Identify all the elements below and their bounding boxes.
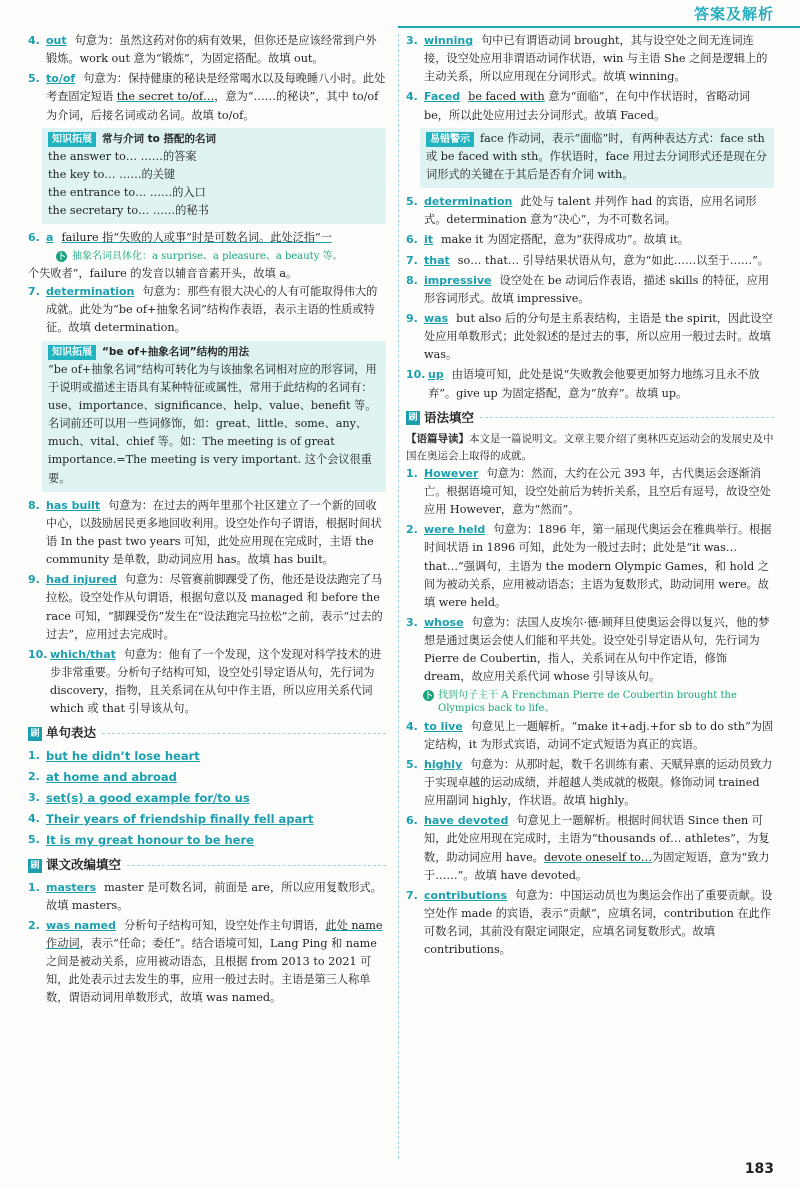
underlined-phrase: be faced with xyxy=(468,90,545,104)
item-number: 2. xyxy=(28,769,40,783)
item-number: 4. xyxy=(406,90,418,104)
explanation: 句意为：那些有很大决心的人有可能取得伟大的成就。此处为“be of+抽象名词”结构作表语，表示主语的性质或特征。故填 determination。 xyxy=(46,285,378,335)
section-icon: 刷 xyxy=(406,411,420,425)
answer-item xyxy=(406,88,774,124)
answer-item xyxy=(28,879,386,915)
phrase-answer: set(s) a good example for/to us xyxy=(46,790,250,805)
answer-item xyxy=(406,718,774,754)
section-title: 语法填空 xyxy=(424,409,475,425)
header-title: 答案及解析 xyxy=(693,5,774,23)
answer-text: determination xyxy=(46,285,135,299)
passage-intro xyxy=(406,431,774,465)
answer-text: had injured xyxy=(46,573,117,587)
box-tag: 易错警示 xyxy=(426,132,474,147)
phrase-item xyxy=(28,789,386,808)
section-rule xyxy=(480,417,774,418)
box-line: the answer to… ……的答案 xyxy=(48,149,197,163)
explanation: 句意为：从那时起，数千名训练有素、天赋异禀的运动员致力于实现卓越的运动成绩，并超越人类成就的极限。修饰动词 trained 应用副词 highly，作状语。故填 highly。 xyxy=(424,757,773,808)
explanation: 句意见上一题解析。根据时间状语 Since then 可知，此处应用现在完成时，主语为“thousands of… athletes”，为复数，助动词应用 have。 xyxy=(424,814,770,864)
column-divider xyxy=(398,34,399,1159)
phrase-answer: Their years of friendship finally fell apart xyxy=(46,812,314,827)
item-number: 6. xyxy=(406,814,418,828)
answer-text: to/of xyxy=(46,72,76,86)
answer-item xyxy=(28,497,386,570)
left-column xyxy=(28,32,386,1010)
answer-text: whose xyxy=(424,616,464,630)
phrase-answer: but he didn’t lose heart xyxy=(46,748,200,763)
explanation: 句意为：在过去的两年里那个社区建立了一个新的回收中心，以鼓励居民更多地回收利用。设空处作句子谓语，根据时间状语 In the past two years 可知，此处应用现在完成时，主语 the community 是单数，助动词应用 has。故填 has built。 xyxy=(46,498,382,567)
item-number: 4. xyxy=(28,812,40,826)
item-number: 5. xyxy=(406,195,418,209)
phrase-item xyxy=(28,831,386,850)
explanation: 分析句子结构可知，设空处作主句谓语， xyxy=(124,918,326,932)
section-rule xyxy=(102,733,386,734)
answer-text: was named xyxy=(46,918,117,932)
explanation: failure 指“失败的人或事”时是可数名词。此处泛指“一 xyxy=(61,231,332,245)
explanation: 由语境可知，此处是说“失败教会他要更加努力地练习且永不放弃”。give up 为固定搭配，意为“放弃”。故填 up。 xyxy=(428,368,760,400)
answer-text: Faced xyxy=(424,90,461,104)
item-number: 3. xyxy=(406,34,418,47)
explanation: 句意为：中国运动员也为奥运会作出了重要贡献。设空处作 made 的宾语，表示“贡献”，应填名词，contribution 在此作可数名词，其前没有限定词限定，应填名词复数形式。故填 contributions。 xyxy=(424,888,773,957)
item-number: 7. xyxy=(28,285,40,299)
intro-label: 【语篇导读】 xyxy=(406,432,469,445)
answer-item xyxy=(406,272,774,308)
explanation: 设空处在 be 动词后作表语，描述 skills 的特征，应用形容词形式。故填 impressive。 xyxy=(424,273,770,305)
explanation: master 是可数名词，前面是 are，所以应用复数形式。故填 masters。 xyxy=(46,880,382,912)
warning-box xyxy=(420,128,774,188)
explanation: 句意为：法国人皮埃尔·德·顾拜旦使奥运会得以复兴，他的梦想是通过奥运会使人们能和平共处。设空处引导定语从句，先行词为 Pierre de Coubertin，指人，关系词在从句中作定语，修饰 dream，故应用关系代词 whose 引导该从句。 xyxy=(424,616,770,684)
answer-item xyxy=(406,614,774,687)
item-number: 6. xyxy=(406,233,418,247)
knowledge-box xyxy=(42,128,386,225)
phrase-answer: at home and abroad xyxy=(46,769,177,784)
answer-text: it xyxy=(424,233,434,247)
phrase-item xyxy=(28,747,386,766)
section-icon: 刷 xyxy=(28,859,42,873)
intro-text: 本文是一篇说明文。文章主要介绍了奥林匹克运动会的发展史及中国在奥运会上取得的成就。 xyxy=(406,432,774,462)
right-column xyxy=(406,32,774,961)
box-tag: 知识拓展 xyxy=(48,132,96,147)
section-title: 单句表达 xyxy=(46,725,97,741)
item-number: 10. xyxy=(28,647,48,661)
item-number: 3. xyxy=(28,790,40,804)
answer-item xyxy=(28,646,386,719)
item-number: 3. xyxy=(406,616,418,630)
answer-text: out xyxy=(46,34,67,47)
explanation: 句意为：保持健康的秘诀是经常喝水以及每晚睡八小时。此处考查固定短语 xyxy=(46,72,386,104)
explanation: 句意为：他有了一个发现，这个发现对科学技术的进步非常重要。分析句子结构可知，设空处引导定语从句，先行词为 discovery，指物，且关系词在从句中作主语，所以应用关系代词 which 或 that 引导该从句。 xyxy=(50,647,382,716)
answer-text: determination xyxy=(424,195,513,209)
answer-text: contributions xyxy=(424,888,508,902)
underlined-phrase: devote oneself to… xyxy=(543,850,653,864)
answer-item xyxy=(28,917,386,1008)
answer-item xyxy=(28,571,386,644)
item-number: 8. xyxy=(28,498,40,512)
page-number: 183 xyxy=(744,1161,774,1178)
box-text: face 作动词，表示“面临”时，有两种表达方式：face sth 或 be faced with sth。作状语时，face 用过去分词形式还是现在分词形式的关键在于其后是否有介词 with。 xyxy=(426,131,767,181)
explanation: ，表示“任命；委任”。结合语境可知，Lang Ping 和 name 之间是被动关系，应用被动语态，且根据 from 2013 to 2021 可知，此处表示过去发生的事，应用一般过去时。主语是第三人称单数，谓语动词用单数形式，故填 was named。 xyxy=(46,937,377,1005)
answer-text: impressive xyxy=(424,273,492,287)
item-number: 2. xyxy=(406,523,418,537)
underlined-phrase: the secret to/of… xyxy=(116,90,215,104)
explanation: 句意为：1896 年，第一届现代奥运会在雅典举行。根据时间状语 in 1896 可知，此处为一般过去时；此处是“it was… that…”强调句，主语为 the modern Olympic Games，和 hold 之间为被动关系，应用被动语态；主语为复数形式，助动词用 were。故填 were held。 xyxy=(424,523,772,609)
item-number: 4. xyxy=(28,34,40,47)
section-rule xyxy=(127,865,386,866)
item-number: 1. xyxy=(28,748,40,762)
explanation: 此处与 talent 并列作 had 的宾语，应用名词形式。determination 意为“决心”，为不可数名词。 xyxy=(424,195,757,227)
answer-item xyxy=(28,229,386,247)
answer-item xyxy=(406,231,774,249)
item-number: 8. xyxy=(406,273,418,287)
item-number: 7. xyxy=(406,888,418,902)
section-heading-text xyxy=(28,855,386,875)
answer-item xyxy=(406,465,774,519)
explanation: 个失败者”，failure 的发音以辅音音素开头，故填 a。 xyxy=(28,267,298,281)
explanation: 句意为：尽管赛前脚踝受了伤，他还是设法跑完了马拉松。设空处作从句谓语，根据句意以及 managed 和 before the race 可知，“脚踝受伤”发生在“设法跑完马拉松”之前，表示“过去的过去”，应用过去完成时。 xyxy=(46,573,383,641)
box-line: the key to… ……的关键 xyxy=(48,167,176,181)
phrase-item xyxy=(28,768,386,787)
answer-text: However xyxy=(424,466,479,480)
answer-item xyxy=(406,252,774,270)
section-icon: 刷 xyxy=(28,727,42,741)
answer-text: was xyxy=(424,311,449,325)
box-line: the secretary to… ……的秘书 xyxy=(48,204,209,218)
section-heading-grammar xyxy=(406,408,774,428)
answer-text: highly xyxy=(424,757,463,771)
item-number: 10. xyxy=(406,368,426,382)
explanation: 句意为：然而，大约在公元 393 年，古代奥运会逐渐消亡。根据语境可知，设空处前后为转折关系，且空后有逗号，故设空处应用 However，意为“然而”。 xyxy=(424,466,771,517)
answer-item xyxy=(406,366,774,402)
item-number: 5. xyxy=(406,757,418,771)
scoring-tip xyxy=(28,250,386,264)
section-title: 课文改编填空 xyxy=(46,857,122,873)
tip-icon: 卜 xyxy=(57,251,66,261)
answer-item xyxy=(406,32,774,86)
section-heading-single xyxy=(28,723,386,743)
answer-item xyxy=(406,310,774,364)
tip-icon: 卜 xyxy=(424,690,433,700)
explanation: 句意见上一题解析。“make it+adj.+for sb to do sth”为固定结构，it 为形式宾语，动词不定式短语为真正的宾语。 xyxy=(424,719,774,751)
answer-text: masters xyxy=(46,880,97,894)
answer-item xyxy=(406,887,774,960)
tip-text: 抽象名词具体化：a surprise、a pleasure、a beauty 等。 xyxy=(72,250,343,262)
answer-text: which/that xyxy=(50,647,116,661)
explanation: 句中已有谓语动词 brought，其与设空处之间无连词连接，设空处应用非谓语动词作状语，win 与主语 She 之间是逻辑上的主动关系，所以应用现在分词形式。故填 winning。 xyxy=(424,34,768,84)
item-number: 4. xyxy=(406,719,418,733)
scoring-tip xyxy=(406,689,774,716)
explanation: 为固定短语，意为“致力于……”。故填 have devoted。 xyxy=(424,850,770,882)
explanation: make it 为固定搭配，意为“获得成功”。故填 it。 xyxy=(441,233,689,247)
explanation: so… that… 引导结果状语从句，意为“如此……以至于……”。 xyxy=(457,253,769,267)
answer-item xyxy=(28,283,386,337)
answer-text: have devoted xyxy=(424,814,509,828)
answer-text: to live xyxy=(424,719,463,733)
answer-item xyxy=(28,32,386,68)
answer-text: winning xyxy=(424,34,474,47)
box-line: the entrance to… ……的入口 xyxy=(48,186,206,200)
item-number: 2. xyxy=(28,918,40,932)
answer-text: up xyxy=(428,368,444,382)
tip-text: 找到句子主干 A Frenchman Pierre de Coubertin brought the Olympics back to life。 xyxy=(438,689,737,715)
underlined-phrase: 此处 name 作动词 xyxy=(46,918,383,951)
explanation: but also 后的分句是主系表结构，主语是 the spirit，因此设空处应用单数形式；此处叙述的是过去的事，所以应用一般过去时。故填 was。 xyxy=(424,311,773,362)
answer-text: that xyxy=(424,253,450,267)
box-title: “be of+抽象名词”结构的用法 xyxy=(102,345,250,358)
phrase-answer: It is my great honour to be here xyxy=(46,833,254,848)
box-title: 常与介词 to 搭配的名词 xyxy=(102,132,217,145)
item-number: 9. xyxy=(406,311,418,325)
item-number: 1. xyxy=(406,466,418,480)
knowledge-box xyxy=(42,341,386,492)
answer-text: has built xyxy=(46,498,101,512)
explanation: 意为“面临”，在句中作状语时，省略动词 be，所以此处应用过去分词形式。故填 Faced。 xyxy=(424,90,750,122)
box-text: “be of+抽象名词”结构可转化为与该抽象名词相对应的形容词，用于说明或描述主语具有某种特征或属性，常用于此结构的名词有：use、importance、significance、help、value、benefit 等。名词前还可以用一些词修饰，如：great、little、some、any、much、vital、chief 等。如：The meeting is of great importance.=The meeting is very important. 这个会议很重要。 xyxy=(48,362,377,485)
item-number: 7. xyxy=(406,253,418,267)
answer-text: a xyxy=(46,231,54,245)
item-number: 1. xyxy=(28,880,40,894)
answer-item xyxy=(406,756,774,810)
explanation: ，意为“……的秘诀”，其中 to/of 为介词，后接名词或动名词。故填 to/of。 xyxy=(46,90,379,122)
explanation: 句意为：虽然这药对你的病有效果，但你还是应该经常到户外锻炼。work out 意为“锻炼”，为固定搭配。故填 out。 xyxy=(46,34,377,66)
box-tag: 知识拓展 xyxy=(48,345,96,360)
item-number: 6. xyxy=(28,231,40,245)
item-number: 5. xyxy=(28,72,40,86)
answer-item xyxy=(28,70,386,124)
item-number: 5. xyxy=(28,833,40,847)
answer-item xyxy=(406,193,774,229)
answer-item xyxy=(406,812,774,885)
phrase-item xyxy=(28,810,386,829)
answer-item xyxy=(406,521,774,612)
header-rule xyxy=(398,26,800,28)
item-number: 9. xyxy=(28,573,40,587)
answer-text: were held xyxy=(424,523,486,537)
